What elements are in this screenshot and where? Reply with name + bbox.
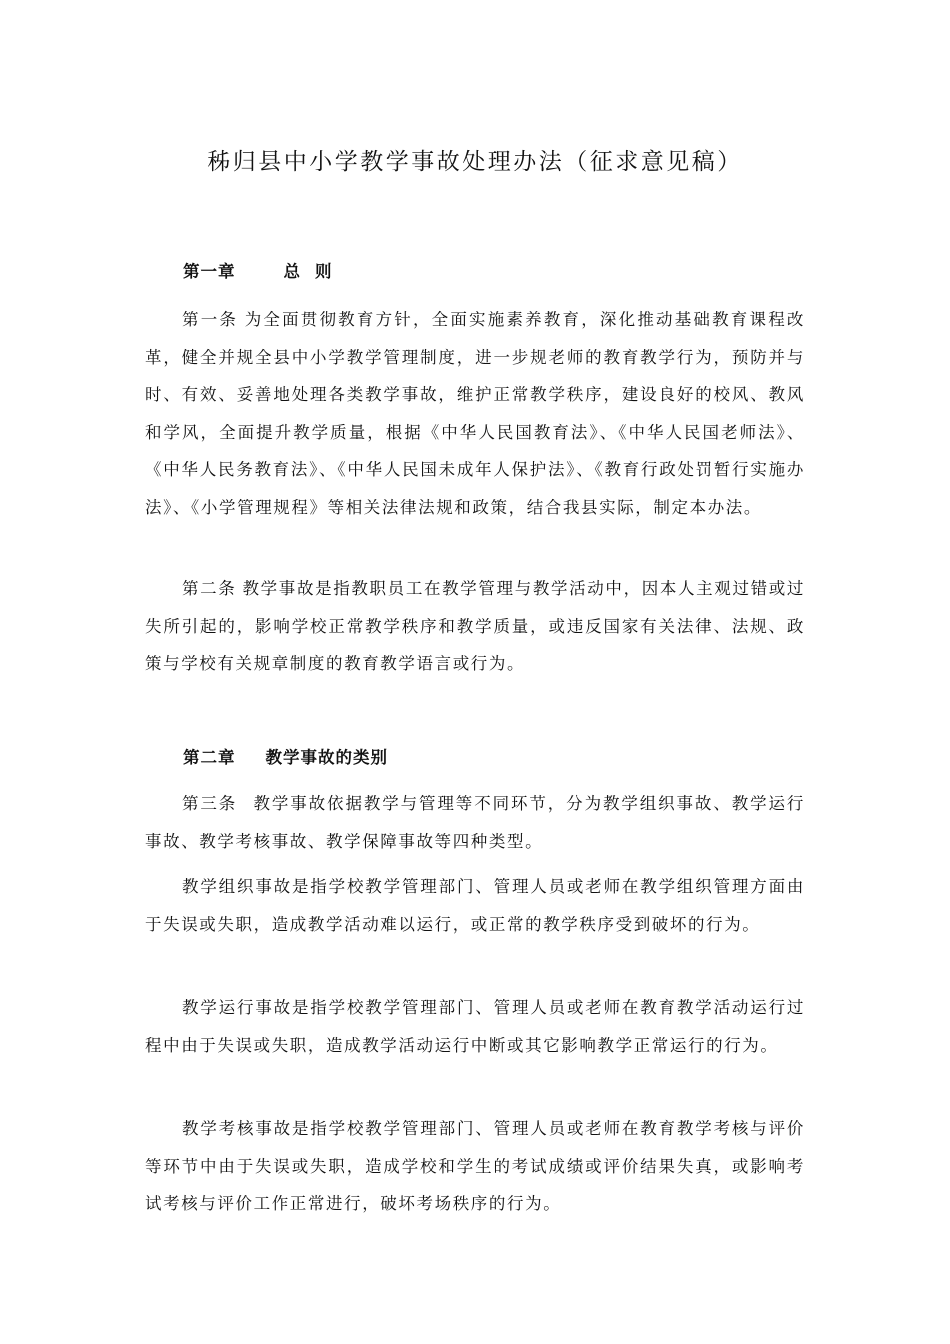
chapter-2-number: 第二章 <box>183 748 236 767</box>
chapter-2-heading <box>183 747 388 769</box>
article-3-label: 第三条 <box>182 794 238 813</box>
chapter-2-title: 教学事故的类别 <box>265 748 388 767</box>
article-3-text: 教学事故依据教学与管理等不同环节，分为教学组织事故、教学运行事故、教学考核事故、教学保障事故等四种类型。 <box>145 794 805 851</box>
chapter-1-heading <box>183 261 333 283</box>
article-1 <box>145 301 805 527</box>
paragraph-operation-accident: 教学运行事故是指学校教学管理部门、管理人员或老师在教育教学活动运行过程中由于失误或失职，造成教学活动运行中断或其它影响教学正常运行的行为。 <box>145 998 805 1055</box>
article-1-label: 第一条 <box>182 310 239 329</box>
article-3 <box>145 785 805 860</box>
article-1-text: 为全面贯彻教育方针，全面实施素养教育，深化推动基础教育课程改革，健全并规全县中小学教学管理制度，进一步规老师的教育教学行为，预防并与时、有效、妥善地处理各类教学事故，维护正常教学秩序，建设良好的校风、教风和学风，全面提升教学质量，根据《中华人民国教育法》、《中华人民国老师法》、《中华人民务教育法》、《中华人民国未成年人保护法》、《教育行政处罚暂行实施办法》、《小学管理规程》等相关法律法规和政策，结合我县实际，制定本办法。 <box>145 310 805 517</box>
paragraph-assessment-accident: 教学考核事故是指学校教学管理部门、管理人员或老师在教育教学考核与评价等环节中由于失误或失职，造成学校和学生的考试成绩或评价结果失真，或影响考试考核与评价工作正常进行，破坏考场秩序的行为。 <box>145 1119 805 1214</box>
chapter-1-title-part2: 则 <box>315 262 333 281</box>
chapter-1-number: 第一章 <box>183 262 236 281</box>
article-2-label: 第二条 <box>182 579 237 598</box>
paragraph-organization-accident: 教学组织事故是指学校教学管理部门、管理人员或老师在教学组织管理方面由于失误或失职，造成教学活动难以运行，或正常的教学秩序受到破坏的行为。 <box>145 877 805 934</box>
document-title: 秭归县中小学教学事故处理办法（征求意见稿） <box>207 149 743 175</box>
article-2-text: 教学事故是指教职员工在教学管理与教学活动中，因本人主观过错或过失所引起的，影响学校正常教学秩序和教学质量，或违反国家有关法律、法规、政策与学校有关规章制度的教育教学语言或行为。 <box>145 579 805 674</box>
chapter-1-title-part1: 总 <box>283 262 301 281</box>
article-2 <box>145 570 805 683</box>
